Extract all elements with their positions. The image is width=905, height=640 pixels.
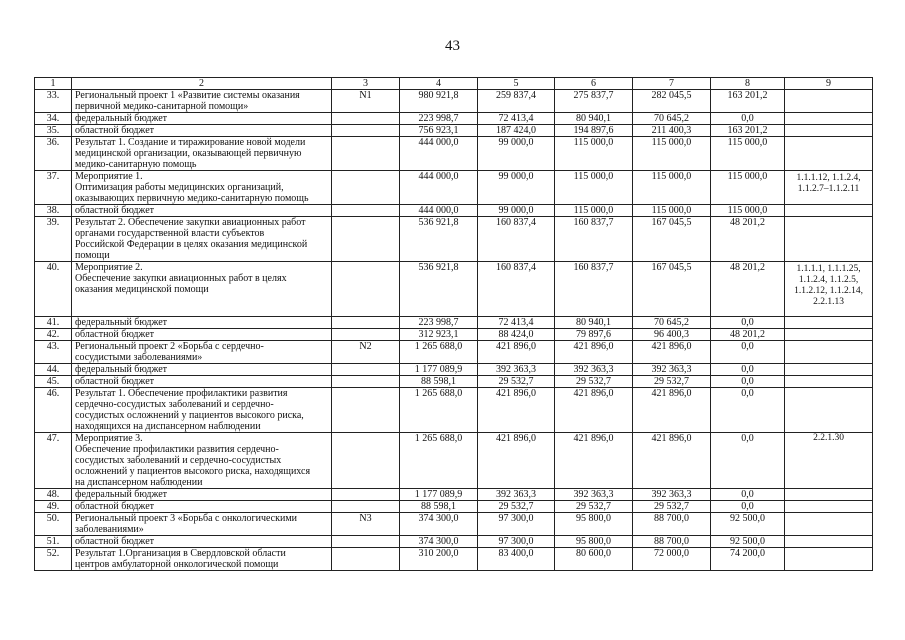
table-row bbox=[35, 489, 873, 501]
table-row bbox=[35, 329, 873, 341]
project-code-cell: N1 bbox=[332, 90, 400, 113]
amount-col8-cell: 115 000,0 bbox=[711, 205, 785, 217]
project-code-cell bbox=[332, 364, 400, 376]
item-name-cell: Результат 1.Организация в Свердловской области центров амбулаторной онкологической помощи bbox=[72, 548, 332, 571]
amount-col7-cell: 421 896,0 bbox=[633, 388, 711, 433]
amount-col7-cell: 29 532,7 bbox=[633, 376, 711, 388]
item-name-cell: федеральный бюджет bbox=[72, 113, 332, 125]
amount-col5-cell: 97 300,0 bbox=[478, 536, 555, 548]
column-header: 5 bbox=[478, 78, 555, 90]
target-refs-cell bbox=[785, 364, 873, 376]
row-number-cell: 47. bbox=[35, 433, 72, 489]
amount-col6-cell: 115 000,0 bbox=[555, 137, 633, 171]
project-code-cell bbox=[332, 137, 400, 171]
amount-col5-cell: 29 532,7 bbox=[478, 376, 555, 388]
total-amount-cell: 980 921,8 bbox=[400, 90, 478, 113]
project-code-cell bbox=[332, 171, 400, 205]
amount-col8-cell: 0,0 bbox=[711, 388, 785, 433]
total-amount-cell: 1 265 688,0 bbox=[400, 433, 478, 489]
project-code-cell bbox=[332, 113, 400, 125]
item-name-cell: Региональный проект 1 «Развитие системы оказания первичной медико-санитарной помощи» bbox=[72, 90, 332, 113]
amount-col7-cell: 115 000,0 bbox=[633, 137, 711, 171]
target-refs-cell bbox=[785, 501, 873, 513]
amount-col7-cell: 70 645,2 bbox=[633, 317, 711, 329]
table-row bbox=[35, 217, 873, 262]
amount-col7-cell: 115 000,0 bbox=[633, 171, 711, 205]
amount-col6-cell: 421 896,0 bbox=[555, 341, 633, 364]
amount-col5-cell: 99 000,0 bbox=[478, 137, 555, 171]
amount-col7-cell: 392 363,3 bbox=[633, 364, 711, 376]
table-row bbox=[35, 513, 873, 536]
project-code-cell bbox=[332, 388, 400, 433]
row-number-cell: 36. bbox=[35, 137, 72, 171]
amount-col6-cell: 80 940,1 bbox=[555, 317, 633, 329]
project-code-cell bbox=[332, 329, 400, 341]
amount-col8-cell: 0,0 bbox=[711, 433, 785, 489]
amount-col6-cell: 95 800,0 bbox=[555, 513, 633, 536]
amount-col6-cell: 194 897,6 bbox=[555, 125, 633, 137]
column-header: 6 bbox=[555, 78, 633, 90]
total-amount-cell: 223 998,7 bbox=[400, 113, 478, 125]
amount-col8-cell: 0,0 bbox=[711, 364, 785, 376]
table-row bbox=[35, 341, 873, 364]
amount-col8-cell: 92 500,0 bbox=[711, 513, 785, 536]
target-refs-cell bbox=[785, 90, 873, 113]
amount-col8-cell: 0,0 bbox=[711, 317, 785, 329]
item-name-cell: Региональный проект 2 «Борьба с сердечно- сосудистыми заболеваниями» bbox=[72, 341, 332, 364]
column-header: 8 bbox=[711, 78, 785, 90]
item-name-cell: областной бюджет bbox=[72, 125, 332, 137]
amount-col6-cell: 115 000,0 bbox=[555, 205, 633, 217]
amount-col8-cell: 0,0 bbox=[711, 341, 785, 364]
target-refs-cell bbox=[785, 205, 873, 217]
target-refs-cell bbox=[785, 341, 873, 364]
amount-col8-cell: 74 200,0 bbox=[711, 548, 785, 571]
amount-col6-cell: 29 532,7 bbox=[555, 501, 633, 513]
amount-col5-cell: 187 424,0 bbox=[478, 125, 555, 137]
table-row bbox=[35, 536, 873, 548]
target-refs-cell: 2.2.1.30 bbox=[785, 433, 873, 489]
amount-col6-cell: 29 532,7 bbox=[555, 376, 633, 388]
total-amount-cell: 756 923,1 bbox=[400, 125, 478, 137]
target-refs-cell bbox=[785, 388, 873, 433]
target-refs-cell bbox=[785, 513, 873, 536]
amount-col6-cell: 160 837,7 bbox=[555, 262, 633, 317]
item-name-cell: Мероприятие 1. Оптимизация работы медицинских организаций, оказывающих первичную медико-санитарную помощь bbox=[72, 171, 332, 205]
total-amount-cell: 536 921,8 bbox=[400, 217, 478, 262]
project-code-cell bbox=[332, 205, 400, 217]
row-number-cell: 33. bbox=[35, 90, 72, 113]
target-refs-cell bbox=[785, 548, 873, 571]
table-row bbox=[35, 548, 873, 571]
row-number-cell: 45. bbox=[35, 376, 72, 388]
amount-col5-cell: 99 000,0 bbox=[478, 205, 555, 217]
project-code-cell: N2 bbox=[332, 341, 400, 364]
row-number-cell: 49. bbox=[35, 501, 72, 513]
row-number-cell: 39. bbox=[35, 217, 72, 262]
column-header: 3 bbox=[332, 78, 400, 90]
amount-col8-cell: 163 201,2 bbox=[711, 90, 785, 113]
row-number-cell: 48. bbox=[35, 489, 72, 501]
total-amount-cell: 88 598,1 bbox=[400, 376, 478, 388]
total-amount-cell: 1 265 688,0 bbox=[400, 341, 478, 364]
row-number-cell: 35. bbox=[35, 125, 72, 137]
target-refs-cell bbox=[785, 376, 873, 388]
amount-col7-cell: 115 000,0 bbox=[633, 205, 711, 217]
item-name-cell: областной бюджет bbox=[72, 376, 332, 388]
column-header: 2 bbox=[72, 78, 332, 90]
table-row bbox=[35, 171, 873, 205]
amount-col5-cell: 421 896,0 bbox=[478, 341, 555, 364]
target-refs-cell: 1.1.1.1, 1.1.1.25, 1.1.2.4, 1.1.2.5, 1.1.2.12, 1.1.2.14, 2.2.1.13 bbox=[785, 262, 873, 317]
amount-col5-cell: 72 413,4 bbox=[478, 113, 555, 125]
row-number-cell: 41. bbox=[35, 317, 72, 329]
amount-col8-cell: 48 201,2 bbox=[711, 329, 785, 341]
total-amount-cell: 444 000,0 bbox=[400, 137, 478, 171]
table-row bbox=[35, 433, 873, 489]
project-code-cell bbox=[332, 536, 400, 548]
target-refs-cell bbox=[785, 113, 873, 125]
amount-col8-cell: 0,0 bbox=[711, 501, 785, 513]
amount-col7-cell: 282 045,5 bbox=[633, 90, 711, 113]
item-name-cell: Мероприятие 2. Обеспечение закупки авиационных работ в целях оказания медицинской помощи bbox=[72, 262, 332, 317]
amount-col6-cell: 392 363,3 bbox=[555, 364, 633, 376]
item-name-cell: областной бюджет bbox=[72, 536, 332, 548]
amount-col8-cell: 115 000,0 bbox=[711, 171, 785, 205]
amount-col6-cell: 95 800,0 bbox=[555, 536, 633, 548]
amount-col7-cell: 421 896,0 bbox=[633, 341, 711, 364]
amount-col6-cell: 115 000,0 bbox=[555, 171, 633, 205]
total-amount-cell: 444 000,0 bbox=[400, 205, 478, 217]
amount-col5-cell: 29 532,7 bbox=[478, 501, 555, 513]
amount-col5-cell: 259 837,4 bbox=[478, 90, 555, 113]
amount-col7-cell: 96 400,3 bbox=[633, 329, 711, 341]
table-row bbox=[35, 364, 873, 376]
item-name-cell: федеральный бюджет bbox=[72, 489, 332, 501]
amount-col8-cell: 163 201,2 bbox=[711, 125, 785, 137]
target-refs-cell bbox=[785, 536, 873, 548]
total-amount-cell: 310 200,0 bbox=[400, 548, 478, 571]
amount-col8-cell: 92 500,0 bbox=[711, 536, 785, 548]
total-amount-cell: 374 300,0 bbox=[400, 513, 478, 536]
project-code-cell bbox=[332, 501, 400, 513]
amount-col5-cell: 99 000,0 bbox=[478, 171, 555, 205]
project-code-cell bbox=[332, 376, 400, 388]
table-header-row bbox=[35, 78, 873, 90]
target-refs-cell bbox=[785, 217, 873, 262]
item-name-cell: областной бюджет bbox=[72, 501, 332, 513]
amount-col8-cell: 0,0 bbox=[711, 489, 785, 501]
row-number-cell: 46. bbox=[35, 388, 72, 433]
amount-col5-cell: 392 363,3 bbox=[478, 489, 555, 501]
project-code-cell bbox=[332, 548, 400, 571]
project-code-cell bbox=[332, 262, 400, 317]
amount-col6-cell: 80 940,1 bbox=[555, 113, 633, 125]
item-name-cell: областной бюджет bbox=[72, 205, 332, 217]
table-row bbox=[35, 317, 873, 329]
amount-col5-cell: 392 363,3 bbox=[478, 364, 555, 376]
item-name-cell: федеральный бюджет bbox=[72, 364, 332, 376]
amount-col5-cell: 88 424,0 bbox=[478, 329, 555, 341]
item-name-cell: Региональный проект 3 «Борьба с онкологическими заболеваниями» bbox=[72, 513, 332, 536]
project-code-cell bbox=[332, 317, 400, 329]
table-row bbox=[35, 137, 873, 171]
total-amount-cell: 444 000,0 bbox=[400, 171, 478, 205]
budget-table bbox=[34, 77, 873, 571]
table-row bbox=[35, 205, 873, 217]
amount-col7-cell: 167 045,5 bbox=[633, 217, 711, 262]
row-number-cell: 42. bbox=[35, 329, 72, 341]
table-row bbox=[35, 388, 873, 433]
page-number: 43 bbox=[445, 38, 460, 54]
total-amount-cell: 1 177 089,9 bbox=[400, 364, 478, 376]
amount-col6-cell: 275 837,7 bbox=[555, 90, 633, 113]
project-code-cell bbox=[332, 217, 400, 262]
table-row bbox=[35, 90, 873, 113]
amount-col6-cell: 79 897,6 bbox=[555, 329, 633, 341]
amount-col7-cell: 211 400,3 bbox=[633, 125, 711, 137]
total-amount-cell: 223 998,7 bbox=[400, 317, 478, 329]
amount-col5-cell: 160 837,4 bbox=[478, 217, 555, 262]
amount-col5-cell: 421 896,0 bbox=[478, 388, 555, 433]
column-header: 9 bbox=[785, 78, 873, 90]
table-row bbox=[35, 113, 873, 125]
amount-col8-cell: 48 201,2 bbox=[711, 262, 785, 317]
row-number-cell: 43. bbox=[35, 341, 72, 364]
item-name-cell: областной бюджет bbox=[72, 329, 332, 341]
amount-col5-cell: 160 837,4 bbox=[478, 262, 555, 317]
amount-col8-cell: 115 000,0 bbox=[711, 137, 785, 171]
amount-col7-cell: 72 000,0 bbox=[633, 548, 711, 571]
total-amount-cell: 1 177 089,9 bbox=[400, 489, 478, 501]
project-code-cell bbox=[332, 433, 400, 489]
table-body bbox=[35, 90, 873, 571]
column-header: 1 bbox=[35, 78, 72, 90]
amount-col7-cell: 70 645,2 bbox=[633, 113, 711, 125]
table-row bbox=[35, 501, 873, 513]
amount-col7-cell: 392 363,3 bbox=[633, 489, 711, 501]
row-number-cell: 38. bbox=[35, 205, 72, 217]
column-header: 4 bbox=[400, 78, 478, 90]
item-name-cell: Результат 1. Обеспечение профилактики развития сердечно-сосудистых заболеваний и сердечно- сосудистых осложнений у пациентов высокого риска, находящихся на диспансерном наблюдении bbox=[72, 388, 332, 433]
amount-col6-cell: 80 600,0 bbox=[555, 548, 633, 571]
table-row bbox=[35, 125, 873, 137]
amount-col5-cell: 97 300,0 bbox=[478, 513, 555, 536]
total-amount-cell: 536 921,8 bbox=[400, 262, 478, 317]
amount-col6-cell: 392 363,3 bbox=[555, 489, 633, 501]
total-amount-cell: 88 598,1 bbox=[400, 501, 478, 513]
item-name-cell: федеральный бюджет bbox=[72, 317, 332, 329]
item-name-cell: Результат 2. Обеспечение закупки авиационных работ органами государственной власти субъектов Российской Федерации в целях оказания медицинской помощи bbox=[72, 217, 332, 262]
amount-col7-cell: 88 700,0 bbox=[633, 513, 711, 536]
total-amount-cell: 312 923,1 bbox=[400, 329, 478, 341]
table-row bbox=[35, 376, 873, 388]
row-number-cell: 40. bbox=[35, 262, 72, 317]
target-refs-cell bbox=[785, 137, 873, 171]
target-refs-cell: 1.1.1.12, 1.1.2.4, 1.1.2.7–1.1.2.11 bbox=[785, 171, 873, 205]
item-name-cell: Мероприятие 3. Обеспечение профилактики развития сердечно- сосудистых заболеваний и сердечно-сосудистых осложнений у пациентов высокого риска, находящихся на диспансерном наблюдении bbox=[72, 433, 332, 489]
column-header: 7 bbox=[633, 78, 711, 90]
row-number-cell: 50. bbox=[35, 513, 72, 536]
target-refs-cell bbox=[785, 329, 873, 341]
amount-col5-cell: 83 400,0 bbox=[478, 548, 555, 571]
item-name-cell: Результат 1. Создание и тиражирование новой модели медицинской организации, оказывающей первичную медико-санитарную помощь bbox=[72, 137, 332, 171]
row-number-cell: 44. bbox=[35, 364, 72, 376]
amount-col5-cell: 72 413,4 bbox=[478, 317, 555, 329]
amount-col7-cell: 421 896,0 bbox=[633, 433, 711, 489]
amount-col8-cell: 48 201,2 bbox=[711, 217, 785, 262]
row-number-cell: 34. bbox=[35, 113, 72, 125]
project-code-cell: N3 bbox=[332, 513, 400, 536]
target-refs-cell bbox=[785, 125, 873, 137]
table-row bbox=[35, 262, 873, 317]
row-number-cell: 52. bbox=[35, 548, 72, 571]
row-number-cell: 37. bbox=[35, 171, 72, 205]
project-code-cell bbox=[332, 125, 400, 137]
total-amount-cell: 1 265 688,0 bbox=[400, 388, 478, 433]
amount-col5-cell: 421 896,0 bbox=[478, 433, 555, 489]
row-number-cell: 51. bbox=[35, 536, 72, 548]
amount-col6-cell: 421 896,0 bbox=[555, 433, 633, 489]
target-refs-cell bbox=[785, 317, 873, 329]
amount-col6-cell: 160 837,7 bbox=[555, 217, 633, 262]
amount-col8-cell: 0,0 bbox=[711, 376, 785, 388]
project-code-cell bbox=[332, 489, 400, 501]
amount-col7-cell: 167 045,5 bbox=[633, 262, 711, 317]
target-refs-cell bbox=[785, 489, 873, 501]
amount-col8-cell: 0,0 bbox=[711, 113, 785, 125]
amount-col7-cell: 29 532,7 bbox=[633, 501, 711, 513]
amount-col7-cell: 88 700,0 bbox=[633, 536, 711, 548]
total-amount-cell: 374 300,0 bbox=[400, 536, 478, 548]
amount-col6-cell: 421 896,0 bbox=[555, 388, 633, 433]
